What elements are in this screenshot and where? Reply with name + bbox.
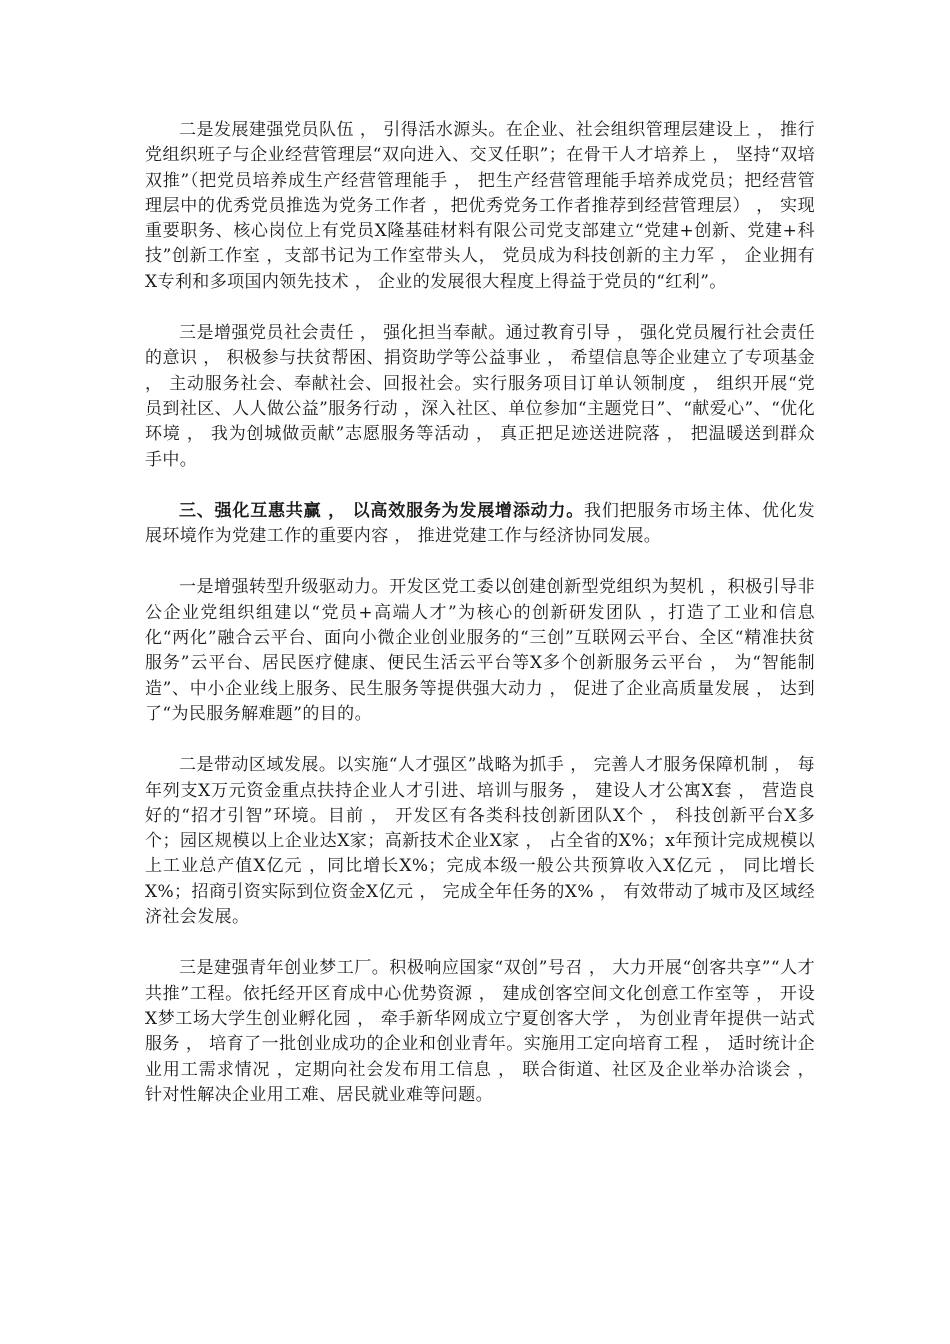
paragraph-text: 三是增强党员社会责任 ， 强化担当奉献。通过教育引导 ， 强化党员履行社会责任的意识 ， 积极参与扶贫帮困、捐资助学等公益事业 ， 希望信息等企业建立了专项基金 ， 主动服务社会、奉献社会、回报社会。实行服务项目订单认领制度 ， 组织开展“党员到社区、人人做公益”服务行动 ，深入社区、单位参加“主题党日”、“献爱心”、“优化环境 ， 我为创城做贡献”志愿服务等活动 ， 真正把足迹送进院落 ， 把温暖送到群众手中。 [145,323,815,470]
paragraph-youth-entrepreneurship [145,956,815,1108]
paragraph-party-member-team [145,118,815,295]
document-body [145,118,815,1134]
paragraph-text: 我们把服务市场主体、优化发展环境作为党建工作的重要内容 ， 推进党建工作与经济协同发展。 [145,500,816,547]
section-heading-paragraph [145,499,815,550]
paragraph-regional-development [145,753,815,930]
section-heading: 三、强化互惠共赢 ， 以高效服务为发展增添动力。 [179,500,585,521]
paragraph-text: 三是建强青年创业梦工厂。积极响应国家“双创”号召 ， 大力开展“创客共享”“人才共推”工程。依托经开区育成中心优势资源 ， 建成创客空间文化创意工作室等 ， 开设X梦工场大学生创业孵化园 ， 牵手新华网成立宁夏创客大学 ， 为创业青年提供一站式服务 ， 培育了一批创业成功的企业和创业青年。实施用工定向培育工程 ， 适时统计企业用工需求情况 ，定期向社会发布用工信息 ， 联合街道、社区及企业举办洽谈会 ， 针对性解决企业用工难、居民就业难等问题。 [145,958,815,1105]
paragraph-text: 二是发展建强党员队伍 ， 引得活水源头。在企业、社会组织管理层建设上 ， 推行党组织班子与企业经营管理层“双向进入、交叉任职”；在骨干人才培养上 ， 坚持“双培双推”（把党员培养成生产经营管理能手 ， 把生产经营管理能手培养成党员；把经营管理层中的优秀党员推选为党务工作者 ，把优秀党务工作者推荐到经营管理层） ， 实现重要职务、核心岗位上有党员X隆基硅材料有限公司党支部建立“党建+创新、党建+科技”创新工作室 ，支部书记为工作室带头人， 党员成为科技创新的主力军 ， 企业拥有X专利和多项国内领先技术 ， 企业的发展很大程度上得益于党员的“红利”。 [145,120,815,292]
paragraph-social-responsibility [145,321,815,473]
paragraph-text: 二是带动区域发展。以实施“人才强区”战略为抓手 ， 完善人才服务保障机制 ， 每年列支X万元资金重点扶持企业人才引进、培训与服务 ， 建设人才公寓X套 ， 营造良好的“招才引智”环境。目前 ， 开发区有各类科技创新团队X个 ， 科技创新平台X多个；园区规模以上企业达X家；高新技术企业X家 ， 占全省的X%；x年预计完成规模以上工业总产值X亿元 ，同比增长X%；完成本级一般公共预算收入X亿元 ， 同比增长X%；招商引资实际到位资金X亿元 ， 完成全年任务的X% ， 有效带动了城市及区域经济社会发展。 [145,755,815,928]
paragraph-transformation-drive [145,575,815,727]
paragraph-text: 一是增强转型升级驱动力。开发区党工委以创建创新型党组织为契机 ，积极引导非公企业党组织组建以“党员+高端人才”为核心的创新研发团队 ，打造了工业和信息化“两化”融合云平台、面向小微企业创业服务的“三创”互联网云平台、全区“精准扶贫服务”云平台、居民医疗健康、便民生活云平台等X多个创新服务云平台 ， 为“智能制造”、中小企业线上服务、民生服务等提供强大动力 ， 促进了企业高质量发展 ， 达到了“为民服务解难题”的目的。 [145,577,815,724]
